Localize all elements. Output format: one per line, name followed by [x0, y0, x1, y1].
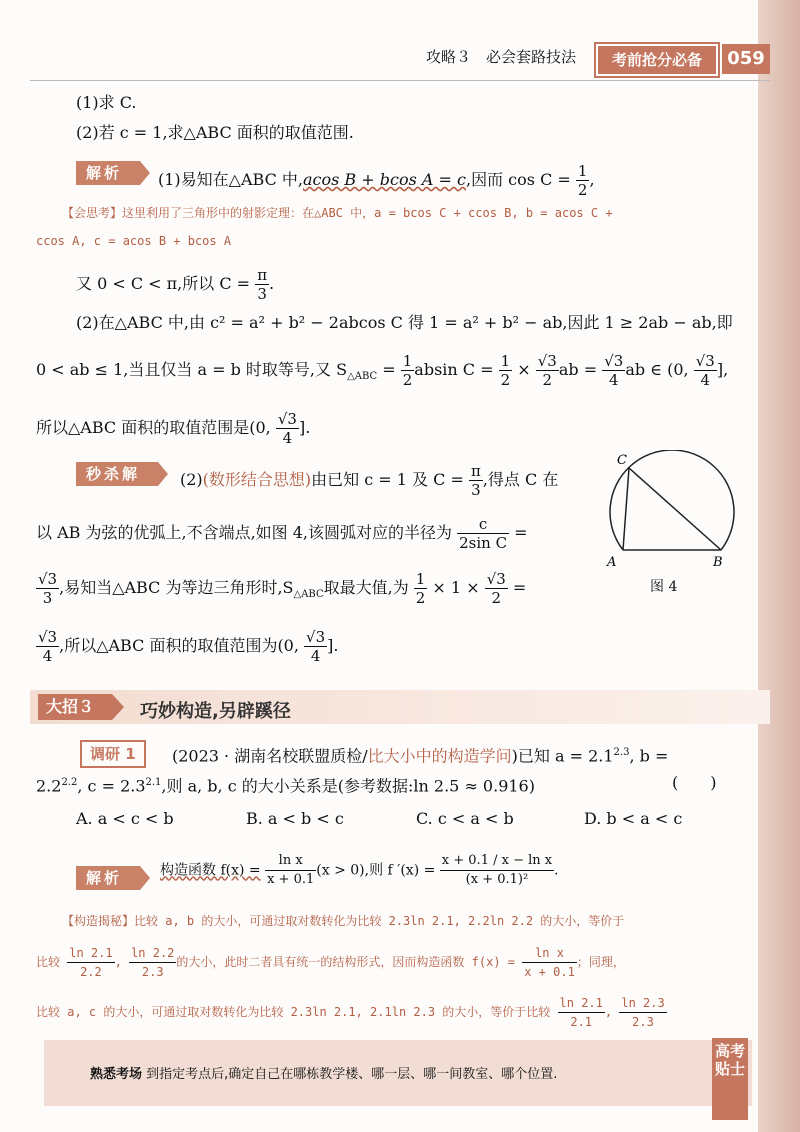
side-ac [623, 468, 629, 550]
figure-4-diagram [595, 450, 755, 580]
numerator: √3 [537, 352, 557, 370]
fraction-lnx [522, 944, 577, 981]
fraction-pi-3 [255, 266, 269, 303]
solution-2-line-1 [160, 852, 559, 889]
fraction-ln21-21 [558, 994, 605, 1031]
text: ,易知当△ABC 为等边三角形时,S [59, 578, 294, 597]
quick-line-1 [180, 462, 558, 499]
quick-line-4 [36, 628, 338, 665]
text: (x > 0),则 f ′(x) = [316, 862, 436, 879]
numerator: c [457, 515, 509, 534]
header-tag: 考前抢分必备 [596, 44, 718, 76]
method-tag: (数形结合思想) [202, 470, 312, 489]
numerator: √3 [486, 570, 506, 588]
research-line-1 [172, 742, 668, 767]
numerator: ln x [522, 944, 577, 963]
superscript: 2.1 [145, 777, 162, 788]
structure-note-line-1: 【构造揭秘】比较 a, b 的大小，可通过取对数转化为比较 2.3ln 2.1, 2.2ln 2.2 的大小，等价于 [62, 914, 625, 928]
text: 又 0 < C < π,所以 C = [76, 274, 251, 293]
structure-note-line-2: 比较 $\frac{\ln 2.1}{2.2}$ , $\frac{\ln 2.2}{2.3}$ 的大小，此时二者具有统一的结构形式，因而构造函数 f(x) = $\frac{\text{ln x}}{x + 0.1}$ ；同理， [36, 946, 625, 979]
text: 所以△ABC 面积的取值范围是(0, [36, 418, 271, 437]
numerator: π [470, 462, 481, 480]
numerator: x + 0.1 / x − ln x [440, 852, 554, 871]
section-title: 巧妙构造,另辟蹊径 [140, 701, 291, 722]
text: ]. [298, 418, 311, 437]
section-tag: 大招３ [38, 694, 112, 720]
research-line-2 [36, 772, 535, 797]
option-c: C. c < a < b [416, 809, 514, 828]
quick-solution-badge: 秒杀解 [76, 462, 158, 486]
numerator: √3 [695, 352, 715, 370]
think-note-line-2: ccos A, c = acos B + bcos A [36, 234, 232, 248]
denominator: 2 [542, 371, 553, 389]
text: ]. [327, 636, 339, 655]
denominator: 4 [700, 371, 711, 389]
text: (2023 · 湖南名校联盟质检/ [172, 746, 368, 766]
text: 由已知 c = 1 及 C = [311, 470, 464, 489]
fraction-sqrt3-4 [602, 352, 625, 389]
denominator: 4 [310, 647, 321, 665]
denominator: 2.3 [632, 1015, 654, 1029]
numerator: ln 2.1 [558, 994, 605, 1013]
think-note-line-1: 【会思考】这里利用了三角形中的射影定理：在△ABC 中，a = bcos C + ccos B, b = acos C + [62, 206, 613, 220]
numerator: π [257, 266, 268, 284]
numerator: √3 [277, 410, 297, 428]
solution-badge-2: 解析 [76, 866, 140, 890]
superscript: 2.2 [61, 777, 78, 788]
figure-caption: 图 4 [650, 579, 678, 595]
quick-line-3 [36, 570, 526, 607]
research-badge: 调研 1 [80, 740, 146, 768]
numerator: 1 [500, 352, 511, 370]
fraction-sqrt3-2 [485, 570, 508, 607]
fraction-one-half [414, 570, 428, 607]
solution-line-3: 又 0 < C < π,所以 C = $\frac{\pi}{3}$ . [76, 266, 275, 303]
footer-label: 熟悉考场 [90, 1067, 143, 1082]
text: (1)易知在△ABC 中, [158, 170, 303, 189]
question-part-2: (2)若 c = 1,求△ABC 面积的取值范围. [76, 123, 354, 142]
question-part-1: (1)求 C. [76, 93, 137, 112]
fraction-sqrt3-2 [536, 352, 559, 389]
fraction-one-half [401, 352, 415, 389]
fraction-sqrt3-3 [36, 570, 59, 607]
numerator: ln 2.3 [619, 994, 666, 1013]
text: . [554, 862, 559, 879]
answer-blank: ( ) [672, 773, 717, 792]
option-d: D. b < a < c [584, 809, 683, 828]
denominator: 2.3 [141, 965, 164, 979]
text: 2.2 [36, 776, 62, 796]
text: 比较 a, c 的大小，可通过取对数转化为比较 2.3ln 2.1, 2.1ln 2.3 的大小，等价于比较 [36, 1005, 551, 1019]
footer-content: 到指定考点后,确定自己在哪栋教学楼、哪一层、哪一间教室、哪个位置. [146, 1067, 558, 1082]
text: ；同理， [576, 955, 625, 969]
fraction-derivative [440, 852, 554, 889]
fraction-ln23-23 [619, 994, 666, 1031]
denominator: 2 [577, 181, 588, 199]
denominator: 2sin C [459, 534, 508, 552]
label-c: C [617, 453, 627, 468]
text: ,所以△ABC 面积的取值范围为(0, [59, 636, 299, 655]
topic-tag: 比大小中的构造学问 [367, 746, 512, 766]
denominator: 2.1 [570, 1015, 593, 1029]
text: ,得点 C 在 [482, 470, 559, 489]
page-number: 059 [722, 44, 770, 74]
solution-line-4: (2)在△ABC 中,由 c² = a² + b² − 2abcos C 得 1 = a² + b² − ab,因此 1 ≥ 2ab − ab,即 [76, 313, 733, 332]
fraction-sqrt3-4 [36, 628, 59, 665]
label-a: A [607, 555, 617, 570]
text: = [377, 360, 401, 379]
denominator: 3 [42, 589, 53, 607]
text: absin C = [414, 360, 499, 379]
text: )已知 a = 2.1 [511, 746, 614, 766]
numerator: 1 [415, 570, 426, 588]
text: 构造函数 f(x) = [160, 862, 261, 879]
numerator: ln 2.2 [129, 944, 176, 963]
text: 0 < ab ≤ 1,当且仅当 a = b 时取等号,又 S [36, 360, 348, 379]
text: 取最大值,为 [323, 578, 409, 597]
text: , c = 2.3 [77, 776, 146, 796]
numerator: √3 [604, 352, 624, 370]
fraction-one-half [499, 352, 513, 389]
text: = [507, 578, 527, 597]
denominator: 2 [500, 371, 511, 389]
label-b: B [713, 555, 723, 570]
text: 的大小，此时二者具有统一的结构形式，因而构造函数 f(x) = [176, 955, 515, 969]
text: , b = [629, 746, 669, 766]
denominator: 4 [609, 371, 619, 389]
text: ], [716, 360, 729, 379]
numerator: √3 [38, 570, 58, 588]
page-edge [758, 0, 800, 1132]
numerator: √3 [306, 628, 326, 646]
fraction-c-2sinc [457, 515, 509, 552]
fraction-ln21-22 [67, 944, 114, 981]
quick-line-2 [36, 515, 528, 552]
denominator: x + 0.1 [267, 872, 315, 887]
denominator: 2.2 [80, 965, 102, 979]
numerator: 1 [402, 352, 413, 370]
denominator: 2 [415, 589, 426, 607]
text: × [512, 360, 536, 379]
major-arc [610, 450, 734, 550]
denominator: 3 [257, 285, 267, 303]
denominator: x + 0.1 [524, 965, 575, 979]
subscript: △ABC [347, 371, 378, 383]
fraction-sqrt3-4 [304, 628, 327, 665]
numerator: 1 [577, 162, 588, 180]
structure-note-line-3: 比较 a, c 的大小，可通过取对数转化为比较 2.3ln 2.1, 2.1ln 2.3 的大小，等价于比较 $\frac{\ln 2.1}{2.1}$ , $\frac{\ln 2.3}{2.3}$ [36, 996, 665, 1029]
footer-text [90, 1063, 557, 1082]
text: ab = [558, 360, 603, 379]
text: 以 AB 为弦的优弧上,不含端点,如图 4,该圆弧对应的半径为 [36, 523, 453, 542]
solution-badge: 解析 [76, 161, 140, 185]
fraction-sqrt3-4 [276, 410, 299, 447]
denominator: 4 [42, 647, 53, 665]
numerator: ln 2.1 [67, 944, 114, 963]
text: (2) [180, 470, 203, 489]
superscript: 2.3 [613, 747, 630, 758]
solution-line-5 [36, 352, 728, 389]
text: ,因而 cos C = [466, 170, 571, 189]
side-bc [629, 468, 721, 550]
fraction-one-half [576, 162, 590, 199]
projection-formula: acos B + bcos A = c [303, 170, 466, 189]
text: × 1 × [427, 578, 485, 597]
fraction-ln22-23 [129, 944, 176, 981]
denominator: (x + 0.1)² [465, 872, 529, 887]
numerator: ln x [265, 852, 316, 871]
fraction-lnx [265, 852, 316, 889]
text: ab ∈ (0, [625, 360, 689, 379]
denominator: 2 [402, 371, 413, 389]
denominator: 3 [471, 481, 481, 499]
text: ,则 a, b, c 的大小关系是(参考数据:ln 2.5 ≈ 0.916) [161, 776, 535, 796]
solution-line-6 [36, 410, 310, 447]
text: 比较 [36, 955, 61, 969]
footer-tab: 高考贴士 [712, 1038, 748, 1120]
fraction-pi-3 [469, 462, 483, 499]
option-a: A. a < c < b [76, 809, 174, 828]
numerator: √3 [38, 628, 58, 646]
subscript: △ABC [293, 589, 324, 601]
option-b: B. a < b < c [246, 809, 344, 828]
header-divider [30, 80, 770, 81]
solution-line-1: (1)易知在△ABC 中,acos B + bcos A = c,因而 cos C = $\frac{1}{2}$ , [158, 162, 595, 199]
denominator: 2 [491, 589, 502, 607]
denominator: 4 [282, 429, 293, 447]
text: = [509, 523, 528, 542]
header-title: 攻略３ 必会套路技法 [426, 48, 577, 66]
fraction-sqrt3-4 [694, 352, 717, 389]
